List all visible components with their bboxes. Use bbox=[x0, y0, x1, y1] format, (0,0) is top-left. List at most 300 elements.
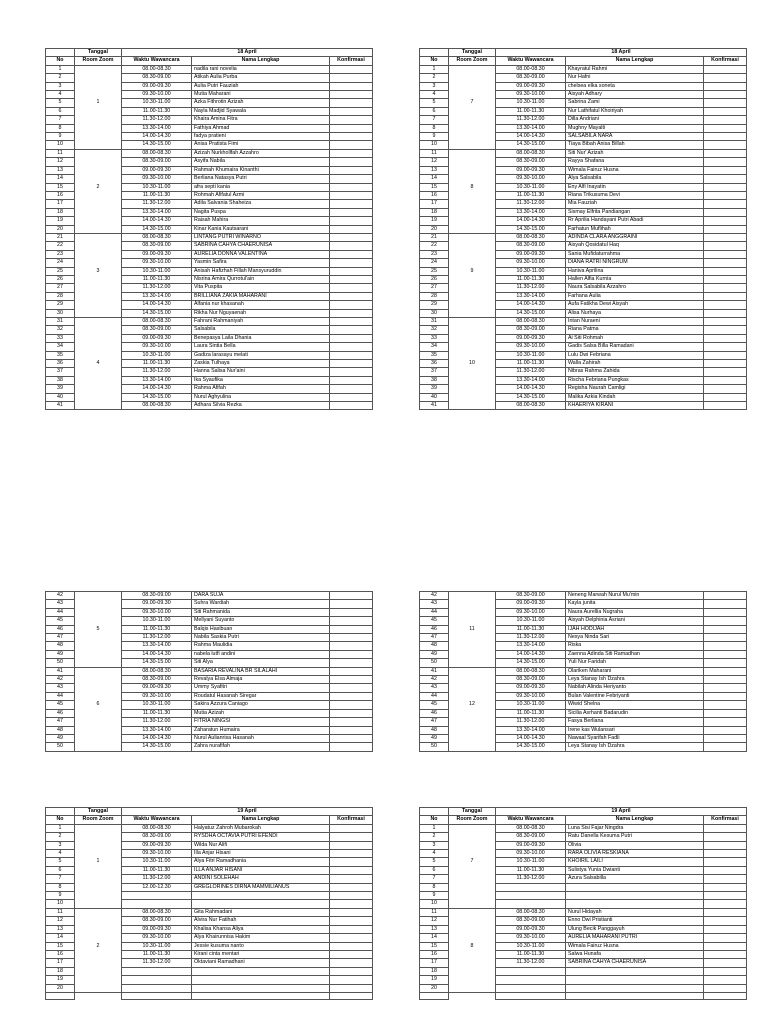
cell-room bbox=[75, 917, 122, 925]
cell-nama: Mia Fauziah bbox=[566, 200, 704, 208]
table-row bbox=[420, 402, 747, 410]
cell-konfirmasi bbox=[704, 334, 747, 342]
table-row bbox=[46, 701, 373, 709]
cell-nama: Alisa Nurhaya bbox=[566, 309, 704, 317]
cell-room bbox=[449, 259, 496, 267]
cell-room bbox=[449, 233, 496, 241]
cell-room: 8 bbox=[449, 183, 496, 191]
cell-konfirmasi bbox=[330, 334, 373, 342]
table-row bbox=[420, 208, 747, 216]
table-row bbox=[46, 841, 373, 849]
table-row bbox=[46, 393, 373, 401]
cell-no: 47 bbox=[420, 718, 449, 726]
cell-no: 29 bbox=[420, 301, 449, 309]
cell-waktu: 08.30-09.00 bbox=[496, 242, 566, 250]
schedule-table bbox=[419, 48, 747, 410]
cell-nama: Mughny Mayalti bbox=[566, 124, 704, 132]
cell-konfirmasi bbox=[704, 191, 747, 199]
cell-room bbox=[449, 385, 496, 393]
table-row bbox=[46, 608, 373, 616]
cell-konfirmasi bbox=[704, 934, 747, 942]
cell-no: 11 bbox=[46, 149, 75, 157]
cell-no: 25 bbox=[420, 267, 449, 275]
cell-room bbox=[75, 950, 122, 958]
cell-waktu bbox=[122, 892, 192, 900]
table-row bbox=[46, 875, 373, 883]
cell-nama: Wimala Fairuz Husna bbox=[566, 166, 704, 174]
cell-konfirmasi bbox=[704, 351, 747, 359]
cell-nama: Kirani cinta mentari bbox=[192, 950, 330, 958]
cell-nama: Ika Syaufika bbox=[192, 376, 330, 384]
cell-room bbox=[449, 318, 496, 326]
table-row bbox=[420, 976, 747, 984]
table-row bbox=[46, 925, 373, 933]
cell-nama: Ratu Danella Kesuma Putri bbox=[566, 833, 704, 841]
column-header-row bbox=[420, 57, 747, 65]
table-row bbox=[46, 667, 373, 675]
table-row bbox=[46, 600, 373, 608]
cell-no: 40 bbox=[420, 393, 449, 401]
cell-nama: Illa Anjar Hisani bbox=[192, 850, 330, 858]
cell-no: 21 bbox=[46, 233, 75, 241]
cell-room bbox=[449, 309, 496, 317]
cell-konfirmasi bbox=[330, 208, 373, 216]
table-row bbox=[46, 676, 373, 684]
cell-nama: Khalisa Khansa Aliya bbox=[192, 925, 330, 933]
cell-no: 45 bbox=[420, 617, 449, 625]
cell-nama: Nayla Madjid Syawala bbox=[192, 107, 330, 115]
cell-room bbox=[449, 726, 496, 734]
table-row bbox=[46, 734, 373, 742]
header-tanggal: Tanggal bbox=[75, 808, 122, 816]
cell-nama: Kinar Kania Kautsarani bbox=[192, 225, 330, 233]
cell-no: 26 bbox=[420, 275, 449, 283]
cell-nama: Hallen Alfia Kurnia bbox=[566, 275, 704, 283]
cell-no: 31 bbox=[46, 318, 75, 326]
cell-no: 11 bbox=[420, 908, 449, 916]
table-row bbox=[420, 850, 747, 858]
cell-no: 27 bbox=[46, 284, 75, 292]
cell-waktu: 08.00-08.30 bbox=[122, 824, 192, 832]
table-row bbox=[46, 141, 373, 149]
table-row-cut bbox=[420, 992, 747, 999]
cell-room bbox=[449, 217, 496, 225]
cell-konfirmasi bbox=[330, 393, 373, 401]
cell-nama: Wiwid Shelna bbox=[566, 701, 704, 709]
cell-konfirmasi bbox=[330, 959, 373, 967]
cell-room bbox=[449, 883, 496, 891]
table-row bbox=[420, 82, 747, 90]
cell-empty bbox=[330, 992, 373, 999]
cell-no: 22 bbox=[420, 242, 449, 250]
cell-empty bbox=[420, 992, 449, 999]
cell-room: 1 bbox=[75, 99, 122, 107]
cell-konfirmasi bbox=[330, 718, 373, 726]
cell-room bbox=[449, 850, 496, 858]
table-row bbox=[420, 360, 747, 368]
cell-room bbox=[449, 592, 496, 600]
cell-room bbox=[75, 743, 122, 751]
cell-konfirmasi bbox=[330, 950, 373, 958]
cell-no: 10 bbox=[46, 141, 75, 149]
cell-waktu: 10.30-11.00 bbox=[122, 351, 192, 359]
cell-waktu bbox=[122, 900, 192, 908]
cell-nama: Raisah Mahira bbox=[192, 217, 330, 225]
table-row bbox=[420, 659, 747, 667]
cell-nama: Nabila Saskia Putri bbox=[192, 634, 330, 642]
cell-nama bbox=[566, 984, 704, 992]
cell-nama: chelsea elka soneta bbox=[566, 82, 704, 90]
header-room-zoom: Room Zoom bbox=[449, 57, 496, 65]
cell-no: 4 bbox=[46, 850, 75, 858]
cell-nama: Sicilia Asrhanti Badarudin bbox=[566, 709, 704, 717]
cell-nama: Aisyah Delphinia Asriani bbox=[566, 617, 704, 625]
cell-konfirmasi bbox=[330, 309, 373, 317]
cell-room bbox=[75, 91, 122, 99]
table-row bbox=[46, 824, 373, 832]
cell-no: 17 bbox=[420, 959, 449, 967]
cell-no: 17 bbox=[420, 200, 449, 208]
cell-waktu: 08.00-08.30 bbox=[496, 149, 566, 157]
header-blank bbox=[420, 49, 449, 57]
cell-waktu: 14.00-14.30 bbox=[496, 385, 566, 393]
cell-waktu bbox=[496, 976, 566, 984]
cell-konfirmasi bbox=[330, 701, 373, 709]
cell-konfirmasi bbox=[704, 743, 747, 751]
cell-nama: Laura Sintia Bella bbox=[192, 343, 330, 351]
table-row bbox=[46, 642, 373, 650]
cell-room bbox=[75, 976, 122, 984]
cell-waktu: 09.00-09.30 bbox=[122, 334, 192, 342]
cell-waktu: 14.00-14.30 bbox=[496, 301, 566, 309]
cell-room bbox=[449, 667, 496, 675]
cell-room bbox=[449, 116, 496, 124]
cell-waktu bbox=[496, 984, 566, 992]
table-row bbox=[420, 967, 747, 975]
cell-waktu: 09.30-10.00 bbox=[496, 343, 566, 351]
cell-konfirmasi bbox=[704, 976, 747, 984]
cell-konfirmasi bbox=[704, 259, 747, 267]
cell-no: 42 bbox=[46, 676, 75, 684]
cell-nama: nabela lutfi andini bbox=[192, 650, 330, 658]
cell-room bbox=[449, 149, 496, 157]
cell-nama: Farhana Aulia bbox=[566, 292, 704, 300]
table-row bbox=[46, 301, 373, 309]
cell-nama: fadya pratieni bbox=[192, 133, 330, 141]
cell-room bbox=[449, 976, 496, 984]
cell-no: 50 bbox=[420, 743, 449, 751]
cell-room bbox=[75, 676, 122, 684]
cell-nama: SABRINA CAHYA CHAERUNISA bbox=[566, 959, 704, 967]
header-konfirmasi: Konfirmasi bbox=[330, 57, 373, 65]
header-date: 19 April bbox=[122, 808, 373, 816]
cell-waktu: 08.00-08.30 bbox=[496, 824, 566, 832]
table-row bbox=[46, 267, 373, 275]
cell-waktu: 10.30-11.00 bbox=[122, 267, 192, 275]
cell-konfirmasi bbox=[704, 124, 747, 132]
cell-no: 3 bbox=[46, 82, 75, 90]
cell-no: 39 bbox=[420, 385, 449, 393]
cell-no: 49 bbox=[420, 650, 449, 658]
cell-konfirmasi bbox=[330, 82, 373, 90]
cell-waktu: 13.30-14.00 bbox=[122, 208, 192, 216]
cell-no: 1 bbox=[420, 65, 449, 73]
cell-room bbox=[449, 368, 496, 376]
cell-waktu: 09.30-10.00 bbox=[122, 259, 192, 267]
cell-konfirmasi bbox=[704, 959, 747, 967]
cell-room bbox=[449, 900, 496, 908]
cell-room bbox=[449, 659, 496, 667]
table-row bbox=[420, 617, 747, 625]
cell-room bbox=[75, 301, 122, 309]
cell-waktu bbox=[122, 984, 192, 992]
cell-konfirmasi bbox=[330, 892, 373, 900]
cell-room bbox=[75, 65, 122, 73]
cell-nama: Khaira Amina Fitra bbox=[192, 116, 330, 124]
table-row bbox=[420, 908, 747, 916]
date-header-row bbox=[420, 49, 747, 57]
cell-konfirmasi bbox=[330, 600, 373, 608]
cell-no: 46 bbox=[46, 625, 75, 633]
cell-konfirmasi bbox=[704, 625, 747, 633]
cell-nama: AURELIA DONNA VALENTINA bbox=[192, 250, 330, 258]
cell-waktu: 08.00-08.30 bbox=[122, 65, 192, 73]
cell-no: 37 bbox=[46, 368, 75, 376]
header-nama: Nama Lengkap bbox=[566, 816, 704, 824]
cell-nama: Balqis Hasibuan bbox=[192, 625, 330, 633]
cell-konfirmasi bbox=[330, 684, 373, 692]
cell-konfirmasi bbox=[330, 318, 373, 326]
cell-konfirmasi bbox=[330, 625, 373, 633]
table-row bbox=[46, 950, 373, 958]
cell-konfirmasi bbox=[704, 393, 747, 401]
cell-waktu: 13.30-14.00 bbox=[496, 726, 566, 734]
table-row bbox=[46, 82, 373, 90]
cell-waktu bbox=[122, 976, 192, 984]
cell-room bbox=[449, 343, 496, 351]
table-row bbox=[46, 275, 373, 283]
header-nama: Nama Lengkap bbox=[192, 816, 330, 824]
cell-konfirmasi bbox=[330, 74, 373, 82]
cell-nama: Adhara Silvia Rezka bbox=[192, 402, 330, 410]
cell-no: 17 bbox=[46, 200, 75, 208]
cell-waktu: 08.30-09.00 bbox=[496, 326, 566, 334]
cell-nama: Rahmah Khumaira Kinanthi bbox=[192, 166, 330, 174]
cell-waktu: 14.30-15.00 bbox=[122, 393, 192, 401]
table-row bbox=[420, 883, 747, 891]
cell-nama bbox=[192, 984, 330, 992]
table-row bbox=[46, 124, 373, 132]
cell-waktu: 14.00-14.30 bbox=[496, 217, 566, 225]
cell-konfirmasi bbox=[704, 242, 747, 250]
cell-konfirmasi bbox=[330, 376, 373, 384]
cell-no: 30 bbox=[420, 309, 449, 317]
cell-room bbox=[75, 718, 122, 726]
table-row bbox=[420, 385, 747, 393]
cell-konfirmasi bbox=[704, 284, 747, 292]
table-row bbox=[46, 959, 373, 967]
table-row bbox=[46, 166, 373, 174]
cell-room: 2 bbox=[75, 942, 122, 950]
cell-nama: FITRIA NINGSI bbox=[192, 718, 330, 726]
table-row bbox=[46, 368, 373, 376]
cell-nama bbox=[566, 976, 704, 984]
table-row bbox=[420, 74, 747, 82]
cell-waktu: 14.00-14.30 bbox=[122, 301, 192, 309]
cell-nama: Sabrina Zami bbox=[566, 99, 704, 107]
cell-konfirmasi bbox=[704, 883, 747, 891]
cell-waktu: 09.00-09.30 bbox=[122, 925, 192, 933]
cell-konfirmasi bbox=[330, 326, 373, 334]
cell-no: 6 bbox=[46, 866, 75, 874]
cell-room: 5 bbox=[75, 625, 122, 633]
cell-room bbox=[449, 950, 496, 958]
cell-no: 8 bbox=[420, 124, 449, 132]
cell-waktu: 08.30-09.00 bbox=[496, 158, 566, 166]
cell-no: 5 bbox=[46, 99, 75, 107]
cell-waktu: 14.30-15.00 bbox=[496, 309, 566, 317]
table-row bbox=[420, 925, 747, 933]
cell-konfirmasi bbox=[330, 116, 373, 124]
cell-nama: Mutia Maharani bbox=[192, 91, 330, 99]
cell-konfirmasi bbox=[704, 82, 747, 90]
header-waktu: Waktu Wawancara bbox=[122, 57, 192, 65]
table-row bbox=[46, 225, 373, 233]
cell-konfirmasi bbox=[330, 166, 373, 174]
cell-konfirmasi bbox=[704, 116, 747, 124]
cell-no: 5 bbox=[420, 858, 449, 866]
header-blank bbox=[46, 808, 75, 816]
header-tanggal: Tanggal bbox=[449, 808, 496, 816]
cell-waktu: 11.30-12.00 bbox=[122, 284, 192, 292]
cell-nama: AURELIA MAHARANI PUTRI bbox=[566, 934, 704, 942]
table-row bbox=[46, 250, 373, 258]
header-nama: Nama Lengkap bbox=[192, 57, 330, 65]
cell-room bbox=[449, 225, 496, 233]
cell-no: 23 bbox=[46, 250, 75, 258]
cell-no: 49 bbox=[46, 650, 75, 658]
table-row bbox=[420, 99, 747, 107]
cell-konfirmasi bbox=[330, 592, 373, 600]
cell-no: 19 bbox=[46, 976, 75, 984]
cell-no: 24 bbox=[420, 259, 449, 267]
cell-waktu: 14.00-14.30 bbox=[496, 650, 566, 658]
cell-no: 32 bbox=[46, 326, 75, 334]
table-row bbox=[420, 301, 747, 309]
cell-konfirmasi bbox=[330, 667, 373, 675]
cell-no: 7 bbox=[420, 116, 449, 124]
cell-room bbox=[75, 592, 122, 600]
cell-no: 15 bbox=[420, 942, 449, 950]
table-row bbox=[46, 343, 373, 351]
table-row bbox=[46, 709, 373, 717]
cell-nama: Alfania nur khasanah bbox=[192, 301, 330, 309]
cell-room bbox=[75, 225, 122, 233]
cell-waktu bbox=[496, 900, 566, 908]
cell-nama: Regisha Naurah Camligi bbox=[566, 385, 704, 393]
cell-no: 19 bbox=[420, 976, 449, 984]
cell-nama: Enno Dwi Pristianti bbox=[566, 917, 704, 925]
cell-waktu: 08.00-08.30 bbox=[122, 402, 192, 410]
cell-konfirmasi bbox=[330, 900, 373, 908]
cell-room bbox=[449, 376, 496, 384]
cell-konfirmasi bbox=[704, 967, 747, 975]
cell-no: 13 bbox=[46, 166, 75, 174]
cell-konfirmasi bbox=[330, 275, 373, 283]
cell-no: 16 bbox=[46, 950, 75, 958]
cell-nama: Tiaya Bibah Anisa Billah bbox=[566, 141, 704, 149]
cell-nama: Nurul Aghyulina bbox=[192, 393, 330, 401]
cell-nama: Khayratul Rahmi bbox=[566, 65, 704, 73]
cell-waktu: 08.00-08.30 bbox=[122, 233, 192, 241]
header-nama: Nama Lengkap bbox=[566, 57, 704, 65]
cell-nama: Rahma Afifah bbox=[192, 385, 330, 393]
cell-konfirmasi bbox=[704, 91, 747, 99]
cell-no: 34 bbox=[420, 343, 449, 351]
table-row bbox=[46, 726, 373, 734]
cell-room bbox=[449, 351, 496, 359]
cell-nama: Roudatul Hasanah Siregar bbox=[192, 692, 330, 700]
cell-waktu: 11.30-12.00 bbox=[122, 200, 192, 208]
cell-waktu: 11.30-12.00 bbox=[496, 875, 566, 883]
cell-no: 44 bbox=[420, 692, 449, 700]
cell-konfirmasi bbox=[704, 166, 747, 174]
table-row bbox=[46, 242, 373, 250]
cell-room bbox=[449, 984, 496, 992]
table-row bbox=[46, 892, 373, 900]
cell-konfirmasi bbox=[704, 984, 747, 992]
cell-konfirmasi bbox=[330, 149, 373, 157]
table-row bbox=[420, 959, 747, 967]
schedule-table bbox=[45, 48, 373, 410]
cell-room bbox=[75, 175, 122, 183]
cell-no: 36 bbox=[46, 360, 75, 368]
table-row bbox=[420, 318, 747, 326]
cell-room bbox=[449, 824, 496, 832]
cell-no: 16 bbox=[46, 191, 75, 199]
header-no: No bbox=[420, 816, 449, 824]
cell-konfirmasi bbox=[330, 124, 373, 132]
table-row bbox=[46, 934, 373, 942]
cell-nama: Yuli Nur Faridah bbox=[566, 659, 704, 667]
cell-waktu: 10.30-11.00 bbox=[496, 858, 566, 866]
cell-nama: SALSABILA NARA bbox=[566, 133, 704, 141]
cell-konfirmasi bbox=[704, 402, 747, 410]
cell-nama: Nisrina Amira Qurrotul'ain bbox=[192, 275, 330, 283]
cell-waktu: 11.30-12.00 bbox=[496, 634, 566, 642]
cell-waktu: 13.30-14.00 bbox=[496, 376, 566, 384]
cell-nama: Luna Sisi Fajar Ningdra bbox=[566, 824, 704, 832]
cell-room bbox=[75, 250, 122, 258]
cell-no: 42 bbox=[420, 676, 449, 684]
cell-no: 12 bbox=[46, 917, 75, 925]
cell-nama bbox=[192, 967, 330, 975]
cell-no: 8 bbox=[46, 124, 75, 132]
cell-waktu: 11.00-11.30 bbox=[496, 275, 566, 283]
cell-nama: Alya Fitri Ramadhania bbox=[192, 858, 330, 866]
cell-konfirmasi bbox=[330, 650, 373, 658]
table-row bbox=[420, 175, 747, 183]
cell-nama: Rischa Febriana Pungkas bbox=[566, 376, 704, 384]
table-row bbox=[46, 900, 373, 908]
cell-room bbox=[449, 74, 496, 82]
cell-waktu: 08.30-09.00 bbox=[496, 917, 566, 925]
cell-nama: Nibras Rahma Zahida bbox=[566, 368, 704, 376]
cell-waktu: 14.30-15.00 bbox=[122, 659, 192, 667]
cell-waktu: 12.00-12.30 bbox=[122, 883, 192, 891]
cell-empty bbox=[46, 992, 75, 999]
cell-waktu: 09.30-10.00 bbox=[496, 259, 566, 267]
